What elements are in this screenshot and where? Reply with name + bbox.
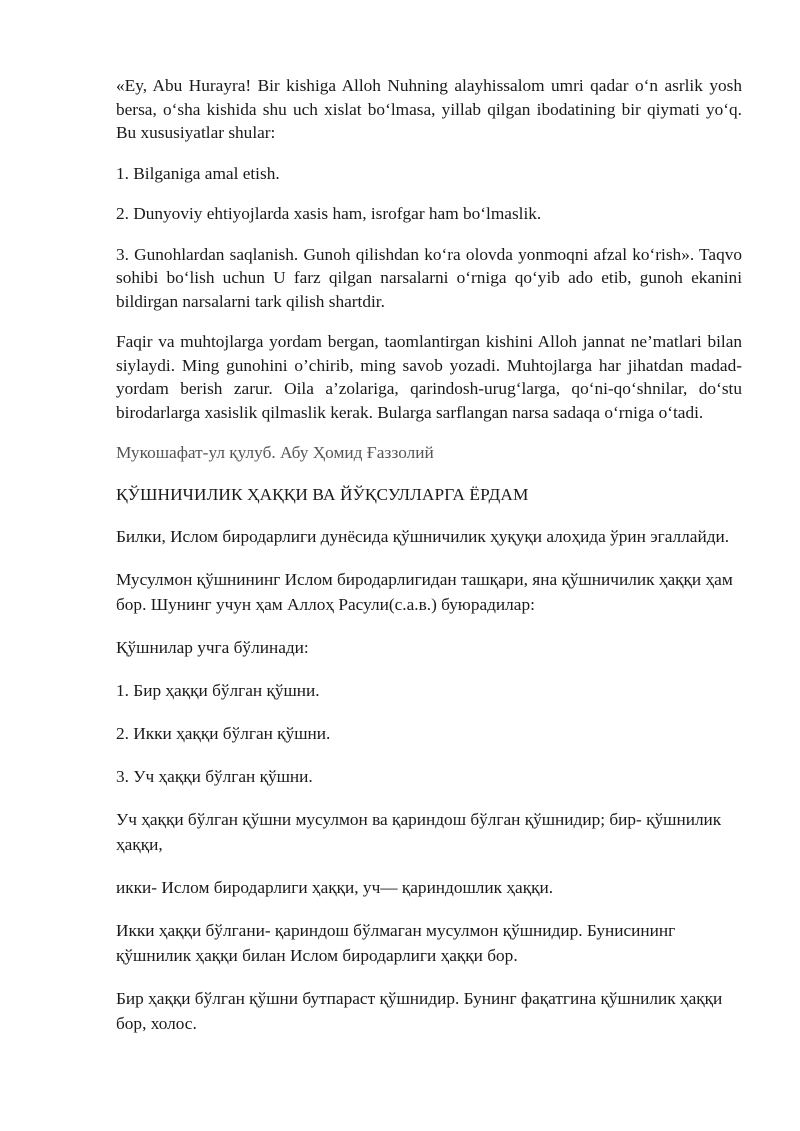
cyrillic-paragraph: икки- Ислом биродарлиги ҳаққи, уч— қариндошлик ҳаққи. [116,878,554,897]
intro-paragraph: «Ey, Abu Hurayra! Bir kishiga Alloh Nuhning alayhissalom umri qadar o‘n asrlik yosh bersa, o‘sha kishida shu uch xislat bo‘lmasa, yillab qilgan ibodatining bir qiymati yo‘q. Bu xususiyatlar shular: [116,76,742,142]
cyrillic-paragraph: Қўшнилар учга бўлинади: [116,638,309,657]
cyrillic-paragraph: Мусулмон қўшнининг Ислом биродарлигидан ташқари, яна қўшничилик ҳаққи ҳам бор. Шунинг учун ҳам Аллоҳ Расули(с.а.в.) буюрадилар: [116,570,733,614]
charity-paragraph: Faqir va muhtojlarga yordam bergan, taomlantirgan kishini Alloh jannat ne’matlari bilan siylaydi. Ming gunohini o’chirib, ming savob yozadi. Muhtojlarga har jihatdan madad-yordam berish zarur. Oila a’zolariga, qarindosh-urug‘larga, qo‘ni-qo‘shnilar, do‘stu birodarlarga xasislik qilmaslik kerak. Bularga sarflangan narsa sadaqa o‘rniga o‘tadi. [116,332,742,422]
source-citation: Мукошафат-ул қулуб. Абу Ҳомид Ғаззолий [116,443,434,462]
cyrillic-paragraph: Бир ҳаққи бўлган қўшни бутпараст қўшнидир. Бунинг фақатгина қўшнилик ҳаққи бор, холос. [116,989,723,1033]
list-item: 1. Бир ҳаққи бўлган қўшни. [116,681,320,700]
list-item-3: 3. Gunohlardan saqlanish. Gunoh qilishdan ko‘ra olovda yonmoqni afzal ko‘rish». Taqvo sohibi bo‘lish uchun U farz qilgan narsalarni o‘rniga qo‘yib ado etib, gunoh ekanini bildirgan narsalarni tark qilish shartdir. [116,244,742,311]
cyrillic-paragraph: Уч ҳаққи бўлган қўшни мусулмон ва қариндош бўлган қўшнидир; бир- қўшнилик ҳаққи, [116,810,722,854]
list-item: 3. Уч ҳаққи бўлган қўшни. [116,767,313,786]
list-item-1: 1. Bilganiga amal etish. [116,163,280,183]
cyrillic-paragraph: Икки ҳаққи бўлгани- қариндош бўлмаган мусулмон қўшнидир. Бунисининг қўшнилик ҳаққи билан Ислом биродарлиги ҳаққи бор. [116,921,676,965]
cyrillic-paragraph: Билки, Ислом биродарлиги дунёсида қўшничилик ҳуқуқи алоҳида ўрин эгаллайди. [116,527,730,546]
section-heading: ҚЎШНИЧИЛИК ҲАҚҚИ ВА ЙЎҚСУЛЛАРГА ЁРДАМ [116,484,529,504]
list-item: 2. Икки ҳаққи бўлган қўшни. [116,724,331,743]
document-page [116,74,742,1036]
list-item-2: 2. Dunyoviy ehtiyojlarda xasis ham, isrofgar ham bo‘lmaslik. [116,204,542,223]
